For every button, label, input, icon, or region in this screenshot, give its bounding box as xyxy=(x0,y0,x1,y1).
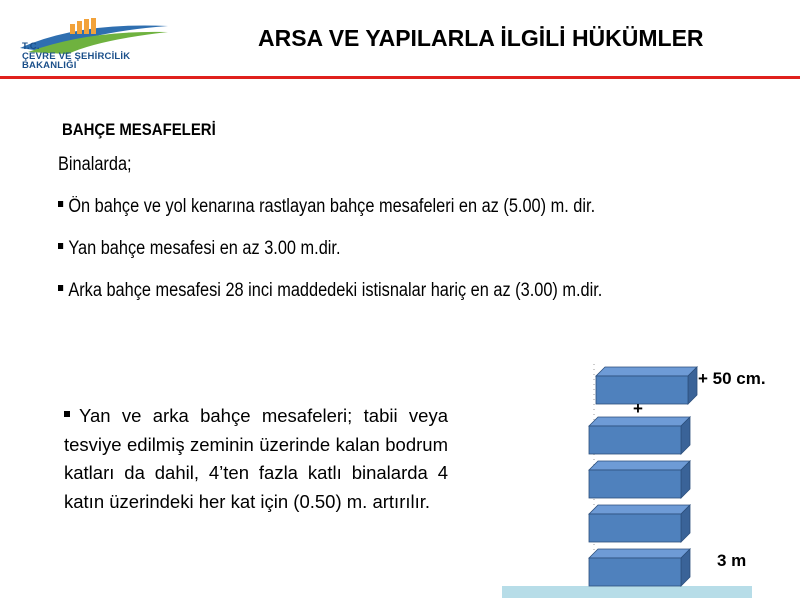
bullet-text-front: Ön bahçe ve yol kenarına rastlayan bahçe mesafeleri en az (5.00) m. dir. xyxy=(68,196,596,217)
bullet-text-side: Yan bahçe mesafesi en az 3.00 m.dir. xyxy=(68,238,341,259)
bullet-icon xyxy=(58,201,63,207)
floor-top-face xyxy=(596,367,697,376)
floor-box-5 xyxy=(589,549,690,586)
floor-setback-diagram xyxy=(500,360,800,600)
setback-list xyxy=(58,196,691,322)
floor-front-face xyxy=(589,426,681,454)
plus-sign-label: + xyxy=(633,399,643,418)
floor-front-face xyxy=(589,470,681,498)
bullet-text-rear: Arka bahçe mesafesi 28 inci maddedeki istisnalar hariç en az (3.00) m.dir. xyxy=(68,280,603,301)
section-heading: BAHÇE MESAFELERİ xyxy=(62,120,216,139)
floor-top-face xyxy=(589,461,690,470)
floor-box-3 xyxy=(589,461,690,498)
logo-text xyxy=(22,42,130,71)
floor-top-face xyxy=(589,549,690,558)
floor-top-face xyxy=(589,417,690,426)
base-setback-label: 3 m xyxy=(717,551,747,570)
bullet-icon xyxy=(58,285,63,291)
ground-strip xyxy=(502,586,752,598)
floor-box-1 xyxy=(596,367,697,404)
page-title: ARSA VE YAPILARLA İLGİLİ HÜKÜMLER xyxy=(258,25,704,51)
section-intro: Binalarda; xyxy=(58,154,132,175)
floor-box-4 xyxy=(589,505,690,542)
floor-top-face xyxy=(589,505,690,514)
title-divider xyxy=(0,76,800,79)
building-floors xyxy=(589,367,697,586)
logo-line-1: T.C. xyxy=(22,41,40,52)
logo-line-2: ÇEVRE VE ŞEHİRCİLİK xyxy=(22,50,131,62)
list-item xyxy=(58,238,602,280)
bullet-icon xyxy=(58,243,63,249)
top-setback-label: + 50 cm. xyxy=(698,369,766,388)
floor-front-face xyxy=(589,558,681,586)
bullet-icon xyxy=(64,411,70,417)
setback-increase-note xyxy=(64,402,448,516)
logo-line-3: BAKANLIĞI xyxy=(22,60,77,71)
list-item xyxy=(58,196,602,238)
note-text: Yan ve arka bahçe mesafeleri; tabii veya tesviye edilmiş zeminin üzerinde kalan bodrum katları da dahil, 4’ten fazla katlı binalarda 4 katın üzerindeki her kat için (0.50) m. artırılır. xyxy=(64,405,448,512)
floor-box-2 xyxy=(589,417,690,454)
floor-front-face xyxy=(589,514,681,542)
list-item xyxy=(58,280,602,322)
